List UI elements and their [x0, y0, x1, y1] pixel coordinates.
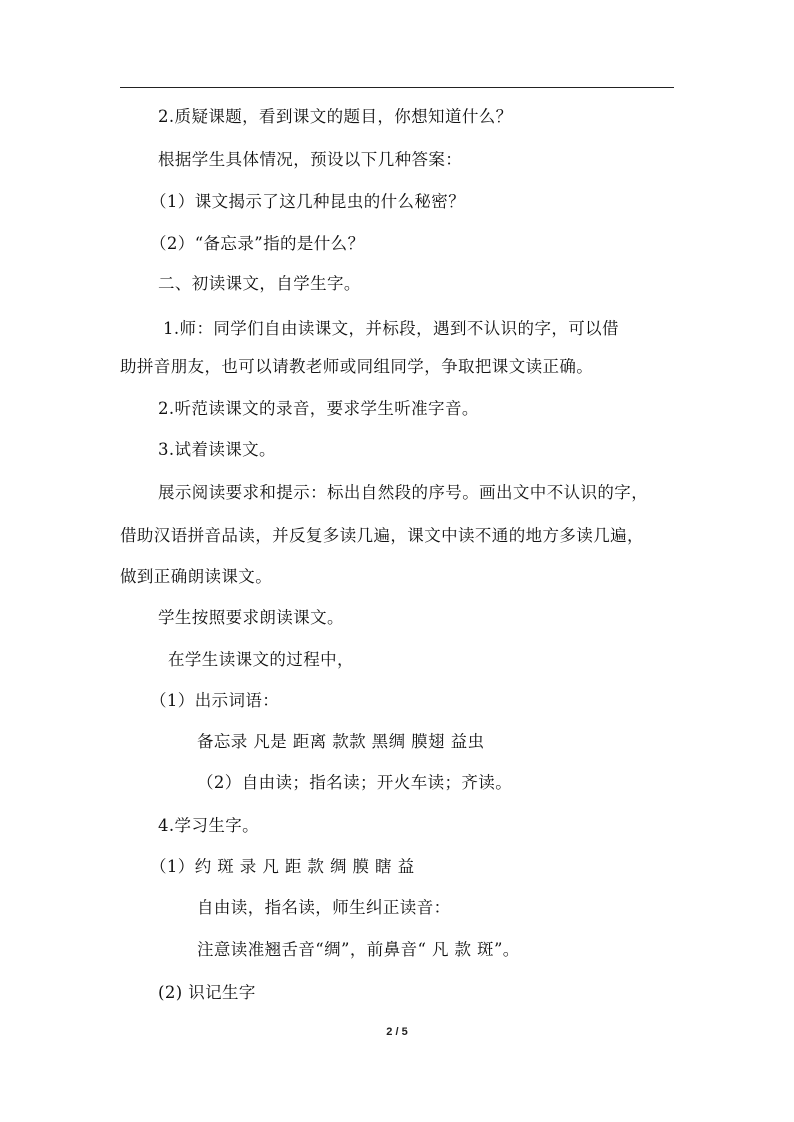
text-line: 3.试着读课文。 — [158, 440, 276, 459]
section-heading: 二、初读课文，自学生字。 — [158, 274, 361, 293]
text-line: （2）自由读；指名读；开火车读；齐读。 — [197, 773, 513, 792]
text-line: 助拼音朋友，也可以请教老师或同组同学，争取把课文读正确。 — [120, 357, 594, 376]
text-line: 在学生读课文的过程中， — [168, 650, 354, 669]
text-line: 注意读准翘舌音“绸”，前鼻音“ 凡 款 斑”。 — [197, 940, 520, 959]
text-line: 做到正确朗读课文。 — [120, 567, 273, 586]
text-line: 1.师：同学们自由读课文，并标段，遇到不认识的字，可以借 — [163, 319, 619, 338]
text-line: （1）出示词语： — [150, 691, 280, 710]
text-line: 借助汉语拼音品读，并反复多读几遍，课文中读不通的地方多读几遍， — [120, 526, 644, 545]
text-line: 展示阅读要求和提示：标出自然段的序号。画出文中不认识的字， — [158, 483, 649, 502]
character-list: （1）约 斑 录 凡 距 款 绸 膜 瞎 益 — [150, 857, 415, 876]
text-line: 学生按照要求朗读课文。 — [158, 608, 344, 627]
text-line: （2）“备忘录”指的是什么？ — [150, 234, 365, 253]
text-line: 2.听范读课文的录音，要求学生听准字音。 — [158, 399, 479, 418]
text-line: 2.质疑课题，看到课文的题目，你想知道什么？ — [158, 107, 513, 126]
text-line: 根据学生具体情况，预设以下几种答案： — [158, 150, 463, 169]
page-number: 2 / 5 — [386, 1026, 408, 1038]
text-line: （1）课文揭示了这几种昆虫的什么秘密？ — [150, 192, 466, 211]
header-rule — [120, 87, 674, 88]
word-list: 备忘录 凡是 距离 款款 黑绸 膜翅 益虫 — [197, 732, 485, 751]
text-line: 自由读，指名读，师生纠正读音： — [197, 898, 451, 917]
text-line: (2) 识记生字 — [158, 983, 256, 1002]
text-line: 4.学习生字。 — [158, 816, 260, 835]
